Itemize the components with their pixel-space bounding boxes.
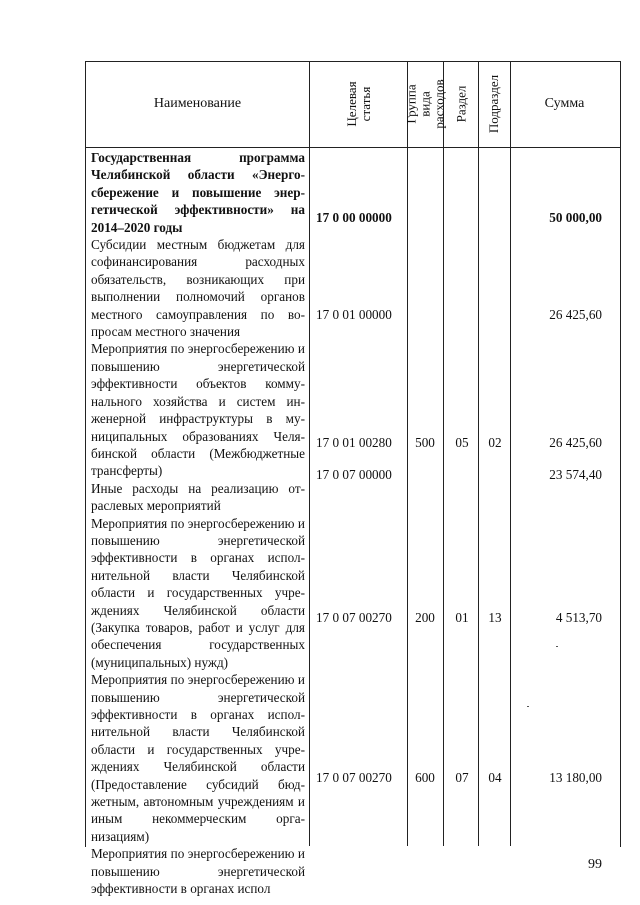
row-sum: 4 513,70 [555, 610, 602, 625]
header-name: Наименование [153, 96, 242, 111]
row-name: Иные расходы на реализацию отраслевых мероприятий [91, 480, 305, 514]
row-group: 500 [415, 435, 435, 450]
scan-speck [527, 706, 529, 707]
header-target: Целевая статья [343, 81, 373, 127]
header-group-cell [403, 61, 447, 147]
row-podrazdel: 04 [488, 770, 502, 785]
row-razdel: 01 [455, 610, 469, 625]
row-name: Мероприятия по энергосбережению и повышению энергетической эффективности объектов коммунального хозяйства и систем инженерной инфраструктуры в муниципальных образованиях Челябинской области (Межбюджетные трансферты) [91, 341, 305, 479]
column-divider [443, 61, 444, 846]
column-divider [309, 61, 310, 846]
column-divider [407, 61, 408, 846]
row-name: Мероприятия по энергосбережению и повышению энергетической эффективности в органах исполнительной власти Челябинской области и государственных учреждениях Челябинской области (Предоставление субсидий бюджетным, автономным учреждениям и иным некоммерческим организациям) [91, 672, 305, 844]
row-code: 17 0 01 00000 [316, 307, 392, 322]
row-code: 17 0 07 00000 [316, 467, 392, 482]
row-code: 17 0 07 00270 [316, 610, 392, 625]
row-name: Государственная программа Челябинской области «Энергосбережение и повышение энергетической эффективности» на 2014–2020 годы [91, 150, 305, 235]
column-divider [478, 61, 479, 846]
row-sum: 26 425,60 [549, 435, 602, 450]
column-divider [510, 61, 511, 846]
row-podrazdel: 13 [488, 610, 502, 625]
row-name: Субсидии местным бюджетам для софинансирования расходных обязательств, возникающих при выполнении полномочий органов местного самоуправления по вопросам местного значения [91, 237, 305, 340]
row-sum: 50 000,00 [549, 210, 602, 225]
row-podrazdel: 02 [488, 435, 502, 450]
row-group: 600 [415, 770, 435, 785]
header-podrazdel: Подраздел [486, 74, 502, 134]
row-code: 17 0 07 00270 [316, 770, 392, 785]
header-divider [85, 147, 620, 148]
name-column [91, 149, 305, 897]
header-razdel-cell [444, 61, 478, 147]
header-target-cell [310, 61, 407, 147]
row-razdel: 05 [455, 435, 469, 450]
header-podrazdel-cell [479, 61, 510, 147]
header-sum: Сумма [544, 96, 585, 111]
row-group: 200 [415, 610, 435, 625]
row-name: Мероприятия по энергосбережению и повышению энергетической эффективности в органах исполнительной власти Челябинской области и государственных учреждениях Челябинской области (Закупка товаров, работ и услуг для обеспечения государственных (муниципальных) нужд) [91, 515, 305, 670]
page-number: 99 [588, 857, 602, 872]
row-sum: 26 425,60 [549, 307, 602, 322]
row-sum: 23 574,40 [549, 467, 602, 482]
header-group: Группа вида расходов [403, 79, 447, 129]
scan-speck [556, 646, 558, 647]
header-razdel: Раздел [453, 85, 468, 123]
row-sum: 13 180,00 [549, 770, 602, 785]
row-razdel: 07 [455, 770, 469, 785]
row-code: 17 0 00 00000 [316, 210, 392, 225]
row-name: Мероприятия по энергосбережению и повышению энергетической эффективности в органах испол [91, 846, 305, 897]
row-code: 17 0 01 00280 [316, 435, 392, 450]
